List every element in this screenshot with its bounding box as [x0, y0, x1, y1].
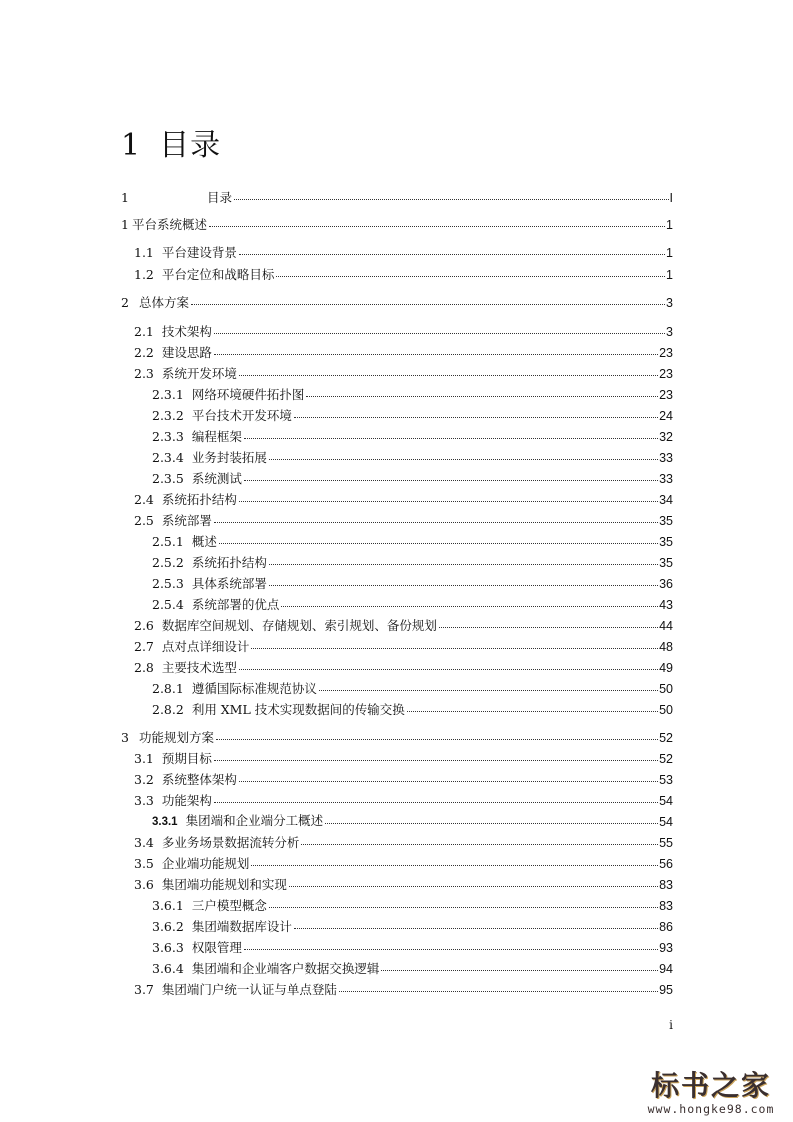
toc-leader-dots	[301, 844, 658, 845]
toc-entry-page: 35	[659, 556, 673, 570]
toc-entry-label	[152, 920, 292, 934]
toc-entry-number: 1	[121, 217, 129, 232]
toc-entry-text: 编程框架	[191, 429, 242, 444]
toc-entry-text: 系统拓扑结构	[161, 492, 237, 507]
toc-entry-label	[152, 430, 242, 444]
toc-entry[interactable]	[152, 914, 673, 934]
toc-entry[interactable]	[134, 613, 673, 633]
toc-entry-label	[152, 703, 405, 717]
toc-entry[interactable]	[152, 592, 673, 612]
toc-leader-dots	[381, 970, 658, 971]
toc-leader-dots	[191, 304, 665, 305]
toc-entry-number: 3.4	[134, 835, 154, 850]
toc-entry-label	[121, 191, 232, 205]
toc-entry-text: 主要技术选型	[161, 660, 237, 675]
toc-entry-page: 83	[659, 878, 673, 892]
toc-entry-label	[152, 556, 267, 570]
toc-entry[interactable]	[134, 851, 673, 871]
toc-entry-label	[152, 598, 279, 612]
toc-entry[interactable]	[121, 290, 673, 310]
toc-entry-label	[134, 857, 249, 871]
toc-entry-number: 2.3.4	[152, 450, 184, 465]
toc-entry-page: 1	[666, 218, 673, 232]
toc-entry-page: 48	[659, 640, 673, 654]
toc-leader-dots	[239, 254, 665, 255]
toc-entry-label	[152, 409, 292, 423]
toc-entry-label	[134, 325, 212, 339]
toc-entry-label	[134, 268, 274, 282]
toc-leader-dots	[214, 802, 658, 803]
toc-entry-label	[152, 682, 317, 696]
toc-leader-dots	[276, 276, 665, 277]
toc-entry-text: 网络环境硬件拓扑图	[191, 387, 305, 402]
toc-entry-label	[134, 246, 237, 260]
toc-entry-text: 业务封装拓展	[191, 450, 267, 465]
toc-entry-number: 2.5.3	[152, 576, 184, 591]
toc-entry-text: 系统部署的优点	[191, 597, 280, 612]
toc-entry-page: 3	[666, 325, 673, 339]
toc-entry-number: 3.6.2	[152, 919, 184, 934]
toc-entry-page: 54	[659, 794, 673, 808]
toc-entry-text: 系统拓扑结构	[191, 555, 267, 570]
toc-leader-dots	[244, 949, 658, 950]
toc-entry-text: 集团端和企业端分工概述	[185, 813, 324, 828]
toc-entry-text: 平台系统概述	[131, 217, 207, 232]
watermark-url: www.hongke98.com	[647, 1102, 775, 1116]
toc-entry-page: 53	[659, 773, 673, 787]
toc-entry-page: 93	[659, 941, 673, 955]
toc-entry[interactable]	[152, 809, 673, 829]
toc-leader-dots	[214, 522, 658, 523]
toc-entry[interactable]	[121, 212, 673, 232]
toc-leader-dots	[239, 781, 658, 782]
toc-leader-dots	[339, 991, 658, 992]
toc-entry[interactable]	[134, 830, 673, 850]
toc-entry-page: 83	[659, 899, 673, 913]
title-text: 目录	[159, 128, 222, 163]
toc-entry-label	[152, 941, 242, 955]
toc-entry-page: 86	[659, 920, 673, 934]
toc-leader-dots	[269, 459, 658, 460]
toc-entry-number: 3.6.4	[152, 961, 184, 976]
toc-entry-page: 23	[659, 367, 673, 381]
toc-entry-number: 2	[121, 295, 129, 310]
toc-entry-page: 94	[659, 962, 673, 976]
toc-entry-number: 2.3	[134, 366, 154, 381]
toc-leader-dots	[325, 823, 658, 824]
toc-entry-label	[134, 661, 237, 675]
toc-entry[interactable]	[134, 872, 673, 892]
toc-entry-label	[134, 878, 287, 892]
toc-entry-number: 3.6.1	[152, 898, 184, 913]
toc-entry-label	[134, 640, 249, 654]
toc-leader-dots	[289, 886, 658, 887]
toc-entry[interactable]	[134, 508, 673, 528]
toc-leader-dots	[306, 396, 658, 397]
toc-leader-dots	[234, 199, 669, 200]
toc-entry-text: 权限管理	[191, 940, 242, 955]
toc-entry-label	[152, 388, 304, 402]
toc-entry-page: 33	[659, 472, 673, 486]
toc-entry-number: 3.5	[134, 856, 154, 871]
toc-entry-text: 多业务场景数据流转分析	[161, 835, 300, 850]
toc-leader-dots	[244, 480, 658, 481]
toc-entry-number: 2.2	[134, 345, 154, 360]
toc-entry[interactable]	[152, 935, 673, 955]
toc-entry-page: 1	[666, 246, 673, 260]
toc-entry-page: 3	[666, 296, 673, 310]
toc-entry[interactable]	[152, 445, 673, 465]
toc-entry[interactable]	[134, 788, 673, 808]
toc-entry-text: 系统开发环境	[161, 366, 237, 381]
toc-entry[interactable]	[134, 319, 673, 339]
toc-leader-dots	[219, 543, 658, 544]
toc-leader-dots	[281, 606, 658, 607]
toc-entry-page: 50	[659, 703, 673, 717]
toc-entry-page: 54	[659, 815, 673, 829]
toc-entry[interactable]	[134, 487, 673, 507]
toc-entry-label	[134, 367, 237, 381]
toc-entry[interactable]	[152, 550, 673, 570]
toc-entry-number: 1.2	[134, 267, 154, 282]
toc-entry-text: 三户模型概念	[191, 898, 267, 913]
toc-entry-page: 35	[659, 535, 673, 549]
toc-entry-number: 2.7	[134, 639, 154, 654]
toc-entry-number: 3.7	[134, 982, 154, 997]
toc-entry[interactable]	[134, 634, 673, 654]
toc-entry-label	[134, 619, 437, 633]
toc-entry-text: 概述	[191, 534, 217, 549]
toc-entry-number: 2.8.1	[152, 681, 184, 696]
toc-entry-text: 平台技术开发环境	[191, 408, 292, 423]
title-number: 1	[121, 128, 142, 163]
toc-entry[interactable]	[134, 262, 673, 282]
toc-entry[interactable]	[152, 403, 673, 423]
toc-entry-page: 35	[659, 514, 673, 528]
toc-entry-text: 企业端功能规划	[161, 856, 250, 871]
toc-entry-number: 3	[121, 730, 129, 745]
toc-entry-label	[134, 794, 212, 808]
toc-leader-dots	[239, 375, 658, 376]
toc-entry-number: 2.5.4	[152, 597, 184, 612]
toc-leader-dots	[239, 669, 658, 670]
toc-entry-text: 集团端功能规划和实现	[161, 877, 287, 892]
toc-entry-text: 技术架构	[161, 324, 212, 339]
toc-entry-number: 3.2	[134, 772, 154, 787]
toc-entry-page: 95	[659, 983, 673, 997]
toc-entry-number: 2.5.1	[152, 534, 184, 549]
toc-entry[interactable]	[134, 767, 673, 787]
toc-entry[interactable]	[152, 697, 673, 717]
toc-entry[interactable]	[152, 956, 673, 976]
toc-entry-text: 系统测试	[191, 471, 242, 486]
toc-entry-label	[134, 773, 237, 787]
toc-entry[interactable]	[134, 746, 673, 766]
toc-entry-number: 2.4	[134, 492, 154, 507]
toc-entry[interactable]	[121, 185, 673, 205]
toc-entry-text: 建设思路	[161, 345, 212, 360]
toc-entry-number: 2.3.3	[152, 429, 184, 444]
toc-entry-page: 50	[659, 682, 673, 696]
toc-entry-text: 具体系统部署	[191, 576, 267, 591]
toc-entry-number: 3.3	[134, 793, 154, 808]
toc-entry-page: 52	[659, 752, 673, 766]
footer-page-number: i	[669, 1018, 673, 1032]
toc-entry-label	[134, 346, 212, 360]
toc-entry-page: 34	[659, 493, 673, 507]
toc-entry-label	[121, 296, 189, 310]
page-title	[121, 120, 221, 164]
toc-entry-text: 目录	[206, 190, 232, 205]
watermark-logo	[641, 1064, 781, 1114]
toc-leader-dots	[214, 760, 658, 761]
toc-leader-dots	[269, 564, 658, 565]
toc-entry-text: 点对点详细设计	[161, 639, 250, 654]
toc-leader-dots	[239, 501, 658, 502]
toc-entry-number: 1	[121, 190, 129, 205]
toc-entry-text: 平台建设背景	[161, 245, 237, 260]
toc-entry[interactable]	[134, 361, 673, 381]
toc-entry-page: 55	[659, 836, 673, 850]
toc-entry[interactable]	[152, 893, 673, 913]
toc-leader-dots	[319, 690, 658, 691]
toc-entry-text: 利用 XML 技术实现数据间的传输交换	[191, 702, 405, 717]
toc-entry-number: 3.1	[134, 751, 154, 766]
toc-entry-text: 功能架构	[161, 793, 212, 808]
toc-entry-number: 2.3.1	[152, 387, 184, 402]
toc-entry-number: 2.8	[134, 660, 154, 675]
toc-entry-page: 23	[659, 346, 673, 360]
toc-entry-number: 2.3.2	[152, 408, 184, 423]
toc-entry-page: 43	[659, 598, 673, 612]
toc-entry-label	[152, 577, 267, 591]
toc-entry[interactable]	[152, 424, 673, 444]
toc-entry[interactable]	[152, 382, 673, 402]
toc-entry-page: 56	[659, 857, 673, 871]
toc-entry-text: 遵循国际标准规范协议	[191, 681, 317, 696]
toc-entry-number: 2.5.2	[152, 555, 184, 570]
toc-entry-number: 2.8.2	[152, 702, 184, 717]
toc-entry[interactable]	[134, 977, 673, 997]
toc-leader-dots	[244, 438, 658, 439]
toc-entry-text: 集团端门户统一认证与单点登陆	[161, 982, 337, 997]
toc-entry-page: 24	[659, 409, 673, 423]
toc-leader-dots	[251, 648, 658, 649]
toc-entry[interactable]	[121, 725, 673, 745]
toc-entry-number: 2.3.5	[152, 471, 184, 486]
toc-leader-dots	[294, 417, 658, 418]
toc-entry-page: I	[669, 191, 673, 205]
toc-entry-text: 平台定位和战略目标	[161, 267, 275, 282]
toc-leader-dots	[269, 907, 658, 908]
toc-entry-text: 总体方案	[138, 295, 189, 310]
toc-entry[interactable]	[152, 529, 673, 549]
toc-entry-label	[121, 218, 207, 232]
toc-leader-dots	[269, 585, 658, 586]
toc-leader-dots	[294, 928, 658, 929]
toc-entry-number: 2.6	[134, 618, 154, 633]
toc-entry[interactable]	[134, 340, 673, 360]
toc-entry[interactable]	[152, 676, 673, 696]
toc-entry-number: 1.1	[134, 245, 154, 260]
toc-entry[interactable]	[134, 240, 673, 260]
toc-entry-label	[152, 451, 267, 465]
toc-entry-text: 集团端数据库设计	[191, 919, 292, 934]
toc-entry[interactable]	[152, 466, 673, 486]
toc-entry-label	[152, 472, 242, 486]
toc-entry-label	[152, 962, 379, 976]
toc-leader-dots	[251, 865, 658, 866]
toc-entry-text: 预期目标	[161, 751, 212, 766]
toc-entry-label	[121, 731, 214, 745]
toc-entry-label	[134, 514, 212, 528]
toc-entry-label	[152, 535, 217, 549]
toc-entry-page: 36	[659, 577, 673, 591]
toc-entry-text: 集团端和企业端客户数据交换逻辑	[191, 961, 380, 976]
toc-entry-label	[152, 814, 323, 829]
toc-entry-number: 3.3.1	[152, 816, 178, 828]
toc-entry-page: 52	[659, 731, 673, 745]
toc-entry-number: 3.6.3	[152, 940, 184, 955]
toc-entry-text: 功能规划方案	[138, 730, 214, 745]
toc-entry-page: 44	[659, 619, 673, 633]
toc-leader-dots	[214, 354, 658, 355]
toc-leader-dots	[439, 627, 658, 628]
toc-entry-text: 数据库空间规划、存储规划、索引规划、备份规划	[161, 618, 437, 633]
toc-entry-label	[152, 899, 267, 913]
toc-leader-dots	[216, 739, 658, 740]
toc-leader-dots	[209, 226, 665, 227]
toc-entry-text: 系统整体架构	[161, 772, 237, 787]
toc-entry-number: 2.5	[134, 513, 154, 528]
toc-entry-page: 23	[659, 388, 673, 402]
watermark-title: 标书之家	[650, 1069, 771, 1102]
toc-entry-label	[134, 836, 299, 850]
toc-leader-dots	[214, 333, 665, 334]
toc-entry-text: 系统部署	[161, 513, 212, 528]
toc-entry-page: 49	[659, 661, 673, 675]
toc-entry-number: 3.6	[134, 877, 154, 892]
toc-entry-label	[134, 493, 237, 507]
toc-entry-number: 2.1	[134, 324, 154, 339]
toc-entry-page: 32	[659, 430, 673, 444]
toc-entry[interactable]	[152, 571, 673, 591]
toc-entry[interactable]	[134, 655, 673, 675]
toc-entry-page: 33	[659, 451, 673, 465]
toc-leader-dots	[407, 711, 658, 712]
toc-entry-page: 1	[666, 268, 673, 282]
toc-entry-label	[134, 752, 212, 766]
toc-entry-label	[134, 983, 337, 997]
